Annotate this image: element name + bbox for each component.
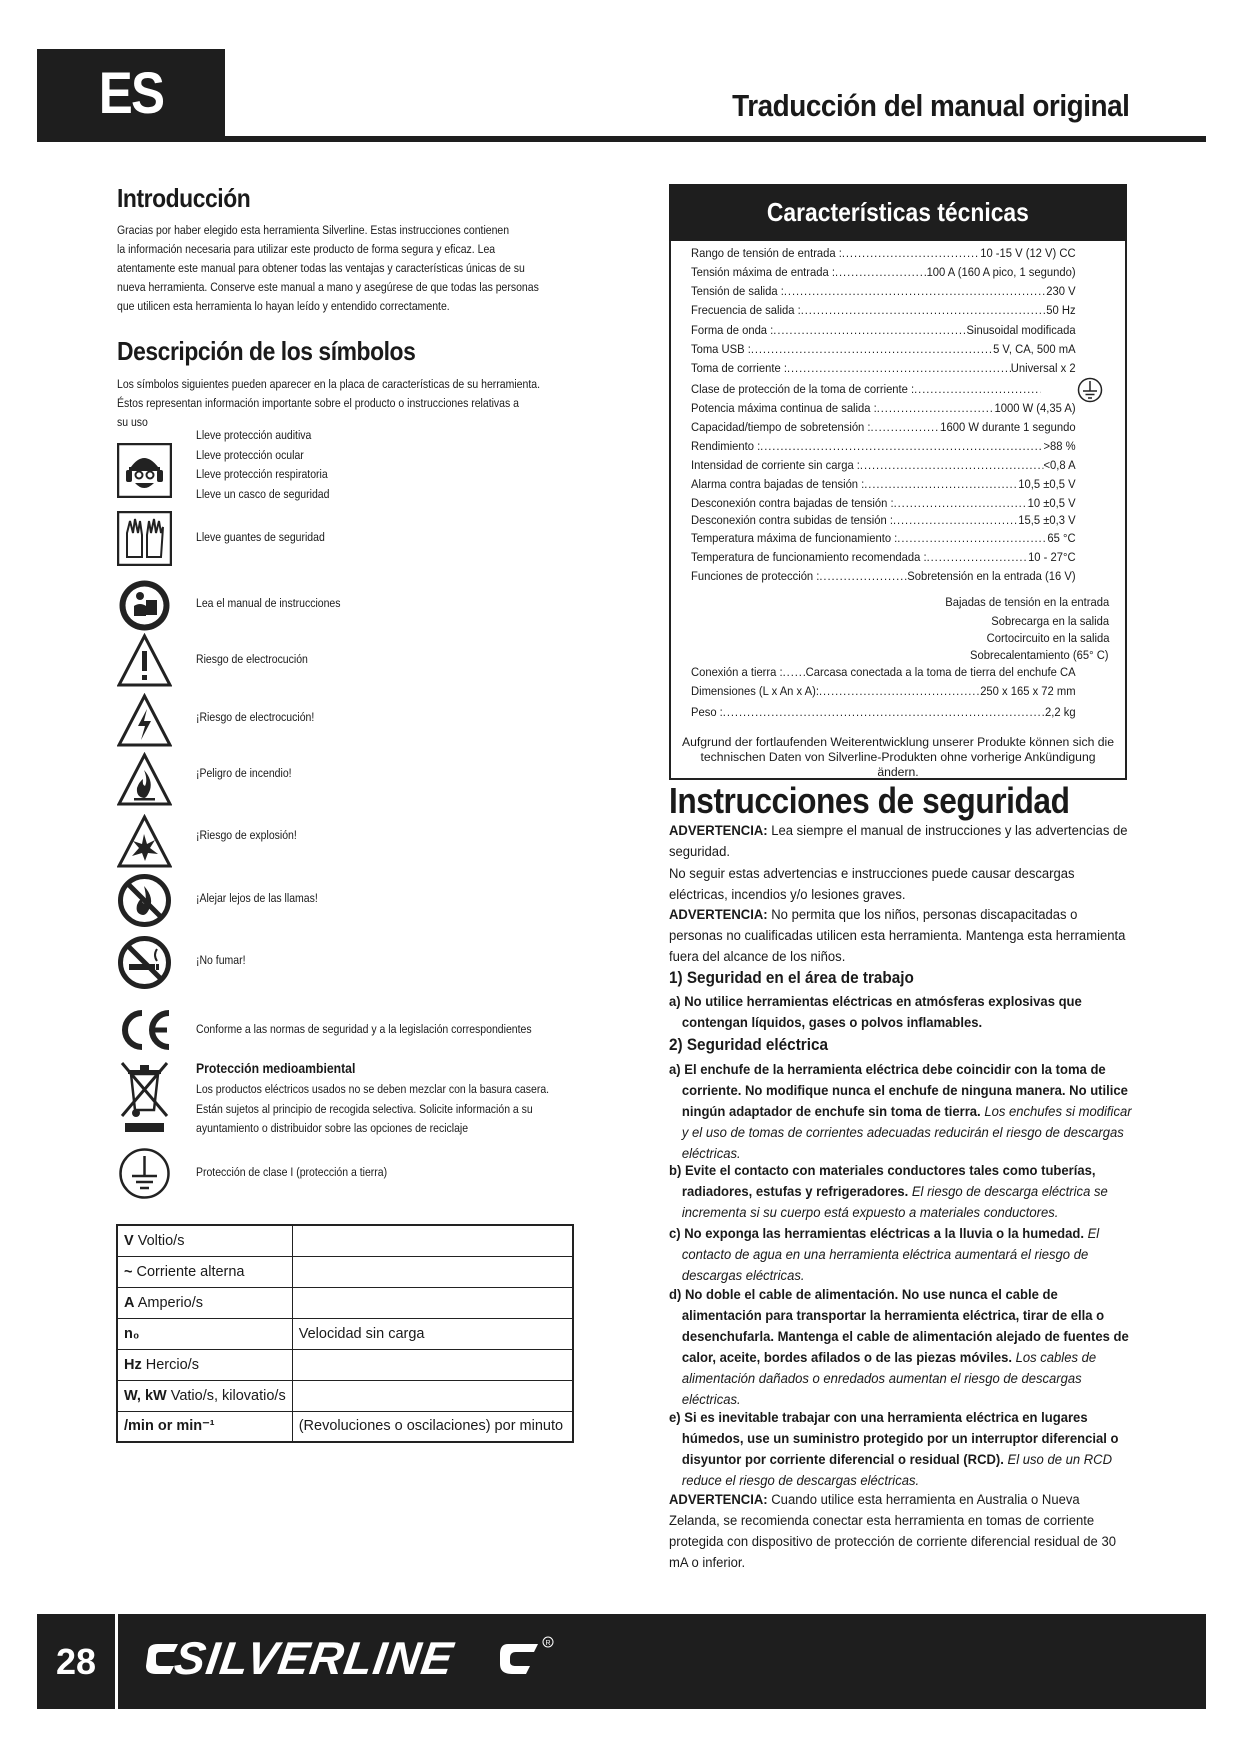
table-row: A Amperio/s [117,1287,573,1318]
intro-heading: Introducción [117,183,251,213]
safety-warning: ADVERTENCIA: Cuando utilice esta herramienta en Australia o Nueva Zelanda, se recomienda conectar esta herramienta en tomas de corriente protegida con dispositivo de protección de corriente diferencial residual de 30 mA o inferior. [669,1492,1116,1571]
protection-item: Sobrecarga en la salida [991,614,1109,628]
symbol-label: ¡Riesgo de explosión! [196,828,297,842]
electric-shock-icon [117,693,172,748]
spec-row: Intensidad de corriente sin carga : ..... <0,8 A [691,457,1076,474]
spec-row: Capacidad/tiempo de sobretensión : ..... 1600 W durante 1 segundo [691,419,1076,436]
spec-row: Tensión de salida : ..... 230 V [691,283,1076,300]
intro-text: Gracias por haber elegido esta herramienta Silverline. Estas instrucciones contienen la información necesaria para utilizar este producto de forma segura y eficaz. Lea atentamente este manual para obtener todas las ventajas y características únicas de su nueva herramienta. Conserve este manual a mano y asegúrese de que todas las personas que utilicen esta herramienta lo hayan leído y entendido correctamente. [117,223,539,313]
spec-row: Alarma contra bajadas de tensión : ..... 10,5 ±0,5 V [691,476,1076,493]
specs-heading: Características técnicas [669,184,1127,241]
protection-item: Cortocircuito en la salida [986,631,1109,645]
header-rule [37,136,1206,142]
ce-mark-icon [117,1003,172,1058]
spec-row: Rendimiento : ..... >88 % [691,438,1076,455]
table-row: ~ Corriente alterna [117,1256,573,1287]
spec-row: Tensión máxima de entrada : ..... 100 A (160 A pico, 1 segundo) [691,264,1076,281]
spec-row: Forma de onda : ..... Sinusoidal modificada [691,322,1076,339]
page-number: 28 [55,1641,97,1682]
earth-ground-icon [117,1146,172,1201]
table-row: Hz Hercio/s [117,1349,573,1380]
table-row: V Voltio/s [117,1225,573,1256]
protection-item: Bajadas de tensión en la entrada [945,595,1109,609]
earth-ground-icon [1077,377,1103,403]
language-code: ES [98,61,164,126]
no-flames-icon [117,873,172,928]
spec-row: Conexión a tierra : ..... Carcasa conectada a la toma de tierra del enchufe CA [691,664,1076,681]
spec-row: Toma de corriente : ..... Universal x 2 [691,360,1076,377]
explosion-hazard-icon [117,814,172,869]
table-row: n₀ Velocidad sin carga [117,1318,573,1349]
gloves-icon [117,511,172,566]
symbol-label: Protección de clase I (protección a tierra) [196,1165,388,1179]
spec-row: Frecuencia de salida : ..... 50 Hz [691,302,1076,319]
safety-heading: Instrucciones de seguridad [669,780,1070,821]
footer-divider [115,1614,118,1709]
spec-row: Toma USB : ..... 5 V, CA, 500 mA [691,341,1076,358]
spec-row: Rango de tensión de entrada : ..... 10 -15 V (12 V) CC [691,245,1076,262]
spec-row: Clase de protección de la toma de corriente : ..... [691,381,1041,398]
specs-note: Aufgrund der fortlaufenden Weiterentwicklung unserer Produkte können sich die technischen Daten von Silverline-Produkten ohne vorherige Ankündigung ändern. [681,735,1114,779]
no-smoking-icon [117,935,172,990]
spec-row: Temperatura máxima de funcionamiento : ..... 65 °C [691,530,1076,547]
svg-text:R: R [545,1640,551,1647]
spec-row: Desconexión contra subidas de tensión : ..... 15,5 ±0,3 V [691,512,1076,529]
safety-item: a) El enchufe de la herramienta eléctrica debe coincidir con la toma de corriente. No modifique nunca el enchufe de ninguna manera. No utilice ningún adaptador de enchufe sin toma de tierra. Los enchufes si modificar y el uso de tomas de corrientes adecuadas reducirán el riesgo de descargas eléctricas. [669,1062,1132,1162]
svg-text:SILVERLINE: SILVERLINE [171,1632,457,1684]
symbol-label: ¡Peligro de incendio! [196,766,292,780]
spec-row: Desconexión contra bajadas de tensión : ..... 10 ±0,5 V [691,495,1076,512]
warning-exclamation-icon [117,633,172,688]
spec-row: Temperatura de funcionamiento recomendada : ..... 10 - 27°C [691,549,1076,566]
safety-warning: ADVERTENCIA: Lea siempre el manual de instrucciones y las advertencias de seguridad. [669,823,1128,860]
symbols-intro: Los símbolos siguientes pueden aparecer en la placa de características de su herramienta. Éstos representan información importante sobre el producto o instrucciones relativas a su uso [117,377,540,429]
fire-hazard-icon [117,752,172,807]
safety-item: d) No doble el cable de alimentación. No use nunca el cable de alimentación para transportar la herramienta eléctrica, tirar de ella o desenchufarla. Mantenga el cable de alimentación alejado de fuentes de calor, aceite, bordes afilados o de las piezas móviles. Los cables de alimentación dañados o enredados aumentan el riesgo de descargas eléctricas. [669,1287,1129,1408]
spec-row: Dimensiones (L x An x A): ..... 250 x 165 x 72 mm [691,683,1076,700]
symbol-label: Riesgo de electrocución [196,652,308,666]
symbols-heading: Descripción de los símbolos [117,336,416,366]
symbol-label: Lleve protección auditiva Lleve protección ocular Lleve protección respiratoria Lleve un casco de seguridad [196,428,330,501]
table-row: W, kW Vatio/s, kilovatio/s [117,1380,573,1411]
units-table [116,1224,574,1443]
section-heading: 2) Seguridad eléctrica [669,1035,829,1054]
weee-bin-icon [117,1060,172,1136]
spec-row: Funciones de protección : ..... Sobretensión en la entrada (16 V) [691,568,1076,585]
table-row: /min or min⁻¹ (Revoluciones o oscilaciones) por minuto [117,1411,573,1442]
safety-item: a) No utilice herramientas eléctricas en atmósferas explosivas que contengan líquidos, gases o polvos inflamables. [669,994,1082,1031]
section-heading: 1) Seguridad en el área de trabajo [669,968,914,987]
symbol-label: Lea el manual de instrucciones [196,596,341,610]
symbol-label: ¡Riesgo de electrocución! [196,710,315,724]
protection-item: Sobrecalentamiento (65° C) [970,648,1109,662]
symbol-label: Protección medioambiental Los productos eléctricos usados no se deben mezclar con la basura casera. Están sujetos al principio de recogida selectiva. Solicite información a su ayuntamiento o distribuidor sobre las opciones de reciclaje [196,1061,550,1135]
safety-item: e) Si es inevitable trabajar con una herramienta eléctrica en lugares húmedos, use un suministro protegido por un interruptor diferencial o disyuntor por corriente diferencial o residual (RCD). El uso de un RCD reduce el riesgo de descargas eléctricas. [669,1410,1119,1489]
symbol-label: Lleve guantes de seguridad [196,530,325,544]
symbol-label: ¡Alejar lejos de las llamas! [196,891,318,905]
spec-row: Potencia máxima continua de salida : ..... 1000 W (4,35 A) [691,400,1076,417]
silverline-logo [140,1622,560,1697]
spec-row: Peso : ..... 2,2 kg [691,704,1076,721]
safety-paragraph: No seguir estas advertencias e instrucciones puede causar descargas eléctricas, incendios y/o lesiones graves. [669,866,1075,903]
safety-warning: ADVERTENCIA: No permita que los niños, personas discapacitadas o personas no cualificadas utilicen esta herramienta. Mantenga esta herramienta fuera del alcance de los niños. [669,907,1126,965]
safety-item: c) No exponga las herramientas eléctricas a la lluvia o la humedad. El contacto de agua en una herramienta eléctrica aumentará el riesgo de descargas eléctricas. [669,1226,1100,1284]
page-title: Traducción del manual original [731,88,1129,123]
read-manual-icon [117,578,172,633]
symbol-label: Conforme a las normas de seguridad y a la legislación correspondientes [196,1022,532,1036]
ppe-head-icon [117,443,172,498]
symbol-label: ¡No fumar! [196,953,246,967]
safety-item: b) Evite el contacto con materiales conductores tales como tuberías, radiadores, estufas y refrigeradores. El riesgo de descarga eléctrica se incrementa si su cuerpo está expuesto a materiales conductores. [669,1163,1108,1221]
